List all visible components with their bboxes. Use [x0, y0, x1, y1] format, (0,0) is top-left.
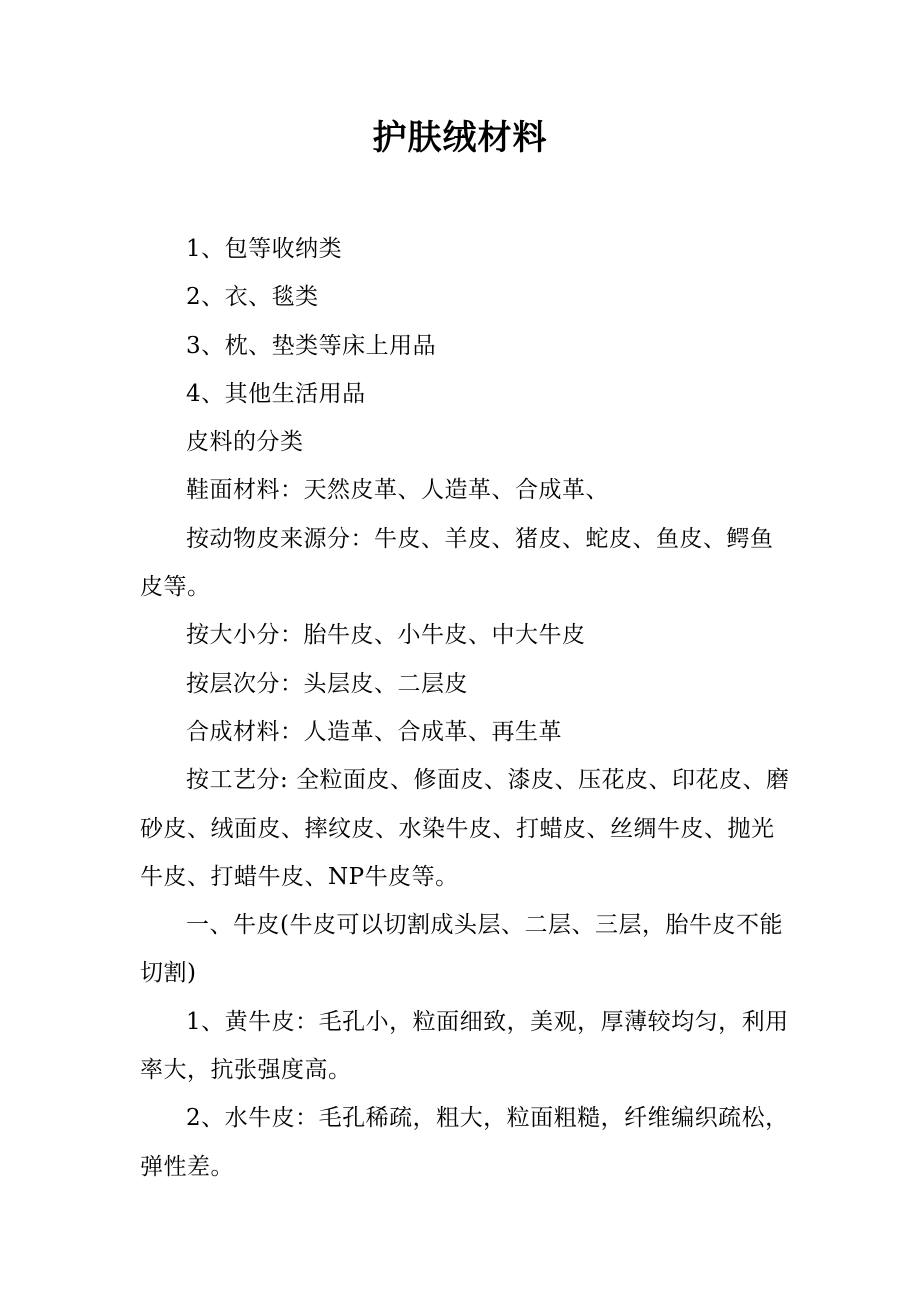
paragraph-category-2: 2、衣、毯类 [186, 284, 319, 311]
paragraph-by-animal-source: 按动物皮来源分：牛皮、羊皮、猪皮、蛇皮、鱼皮、鳄鱼皮等。 [140, 525, 774, 601]
paragraph-by-process: 按工艺分: 全粒面皮、修面皮、漆皮、压花皮、印花皮、磨砂皮、绒面皮、摔纹皮、水染牛皮、打蜡皮、丝绸牛皮、抛光牛皮、打蜡牛皮、NP牛皮等。 [140, 767, 790, 890]
paragraph-upper-materials: 鞋面材料：天然皮革、人造革、合成革、 [186, 477, 609, 504]
paragraph-synthetic-materials: 合成材料：人造革、合成革、再生革 [186, 718, 562, 745]
paragraph-category-1: 1、包等收纳类 [186, 236, 343, 262]
paragraph-cowhide: 一、牛皮(牛皮可以切割成头层、二层、三层，胎牛皮不能切割) [140, 912, 783, 987]
document-body [140, 225, 790, 1191]
document-title: 护肤绒材料 [372, 118, 548, 158]
paragraph-yellow-cowhide: 1、黄牛皮：毛孔小，粒面细致，美观，厚薄较均匀，利用率大，抗张强度高。 [140, 1008, 789, 1084]
paragraph-leather-classification: 皮料的分类 [186, 429, 304, 456]
paragraph-category-4: 4、其他生活用品 [186, 380, 366, 407]
paragraph-buffalo-hide: 2、水牛皮：毛孔稀疏，粗大，粒面粗糙，纤维编织疏松，弹性差。 [140, 1105, 789, 1180]
paragraph-by-layer: 按层次分：头层皮、二层皮 [186, 670, 468, 697]
paragraph-by-size: 按大小分：胎牛皮、小牛皮、中大牛皮 [186, 622, 586, 649]
paragraph-category-3: 3、枕、垫类等床上用品 [186, 332, 437, 359]
